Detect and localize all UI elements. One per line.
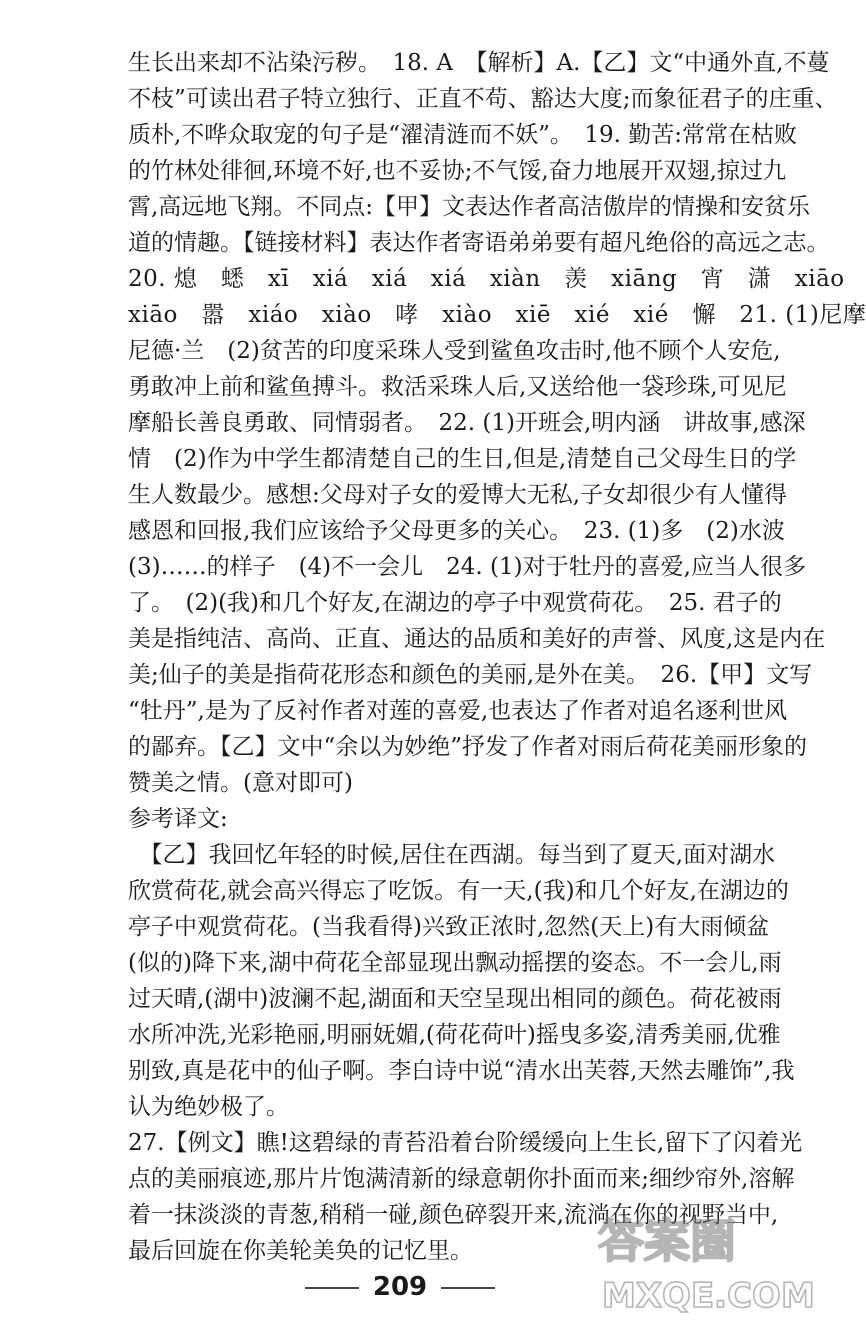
text-line-18: 美;仙子的美是指荷花形态和颜色的美丽,是外在美。 26.【甲】文写 (128, 662, 813, 688)
text-line-19: “牡丹”,是为了反衬作者对莲的喜爱,也表达了作者对追名逐利世风 (128, 698, 788, 724)
text-line-8: xiāo 嚣 xiáo xiào 哮 xiào xiē xié xié 懈 21. (1)尼摩 (128, 302, 866, 328)
text-line-11: 摩船长善良勇敢、同情弱者。 22. (1)开班会,明内涵 讲故事,感深 (128, 410, 806, 436)
text-line-6: 道的情趣。【链接材料】表达作者寄语弟弟要有超凡绝俗的高远之志。 (128, 230, 830, 256)
text-line-33: 着一抹淡淡的青葱,稍稍一碰,颜色碎裂开来,流淌在你的视野当中, (128, 1202, 779, 1228)
text-line-31: 27.【例文】瞧!这碧绿的青苔沿着台阶缓缓向上生长,留下了闪着光 (128, 1130, 803, 1156)
text-line-15: (3)……的样子 (4)不一会儿 24. (1)对于牡丹的喜爱,应当人很多 (128, 554, 806, 580)
text-line-30: 认为绝妙极了。 (128, 1094, 289, 1120)
text-line-34: 最后回旋在你美轮美奂的记忆里。 (128, 1238, 473, 1264)
text-line-21: 赞美之情。(意对即可) (128, 770, 353, 796)
watermark-logo (588, 1195, 815, 1320)
text-line-20: 的鄙弃。【乙】文中“余以为妙绝”抒发了作者对雨后荷花美丽形象的 (128, 734, 808, 760)
text-line-2: 不枝”可读出君子特立独行、正直不苟、豁达大度;而象征君子的庄重、 (128, 86, 838, 112)
text-line-26: (似的)降下来,湖中荷花全部显现出飘动摇摆的姿态。不一会儿,雨 (128, 950, 782, 976)
text-line-10: 勇敢冲上前和鲨鱼搏斗。救活采珠人后,又送给他一袋珍珠,可见尼 (128, 374, 787, 400)
section-heading-translation: 参考译文: (128, 806, 228, 832)
text-line-17: 美是指纯洁、高尚、正直、通达的品质和美好的声誉、风度,这是内在 (128, 626, 826, 652)
text-line-13: 生人数最少。感想:父母对子女的爱博大无私,子女却很少有人懂得 (128, 482, 788, 508)
page-number-text: 209 (372, 1272, 428, 1302)
text-line-25: 亭子中观赏荷花。(当我看得)兴致正浓时,忽然(天上)有大雨倾盆 (128, 914, 770, 940)
text-line-9: 尼德·兰 (2)贫苦的印度采珠人受到鲨鱼攻击时,他不顾个人安危, (128, 338, 781, 364)
text-line-28: 水所冲洗,光彩艳丽,明丽妩媚,(荷花荷叶)摇曳多姿,清秀美丽,优雅 (128, 1022, 781, 1048)
text-line-1: 生长出来却不沾染污秽。 18. A 【解析】A.【乙】文“中通外直,不蔓 (128, 50, 830, 76)
text-line-29: 别致,真是花中的仙子啊。李白诗中说“清水出芙蓉,天然去雕饰”,我 (128, 1058, 795, 1084)
text-line-23: 【乙】我回忆年轻的时候,居住在西湖。每当到了夏天,面对湖水 (128, 842, 776, 868)
page-number-left-rule (305, 1287, 359, 1289)
text-line-14: 感恩和回报,我们应该给予父母更多的关心。 23. (1)多 (2)水波 (128, 518, 785, 544)
watermark-cn-text: 答案圈 (598, 1214, 736, 1268)
text-line-4: 的竹林处徘徊,环境不好,也不妥协;不气馁,奋力地展开双翅,掠过九 (128, 158, 786, 184)
text-line-24: 欣赏荷花,就会高兴得忘了吃饭。有一天,(我)和几个好友,在湖边的 (128, 878, 789, 904)
text-line-27: 过天晴,(湖中)波澜不起,湖面和天空呈现出相同的颜色。荷花被雨 (128, 986, 782, 1012)
text-line-3: 质朴,不哗众取宠的句子是“濯清涟而不妖”。 19. 勤苦:常常在枯败 (128, 122, 797, 148)
text-line-16: 了。 (2)(我)和几个好友,在湖边的亭子中观赏荷花。 25. 君子的 (128, 590, 782, 616)
page-number-right-rule (441, 1287, 495, 1289)
text-line-32: 点的美丽痕迹,那片片饱满清新的绿意朝你扑面而来;细纱帘外,溶解 (128, 1166, 795, 1192)
watermark-en-text: MXQE.COM (602, 1276, 815, 1316)
text-line-7: 20. 熄 蟋 xī xiá xiá xiá xiàn 羡 xiāng 宵 潇 xiāo (128, 266, 845, 292)
text-line-12: 情 (2)作为中学生都清楚自己的生日,但是,清楚自己父母生日的学 (128, 446, 797, 472)
text-line-5: 霄,高远地飞翔。不同点:【甲】文表达作者高洁傲岸的情操和安贫乐 (128, 194, 811, 220)
